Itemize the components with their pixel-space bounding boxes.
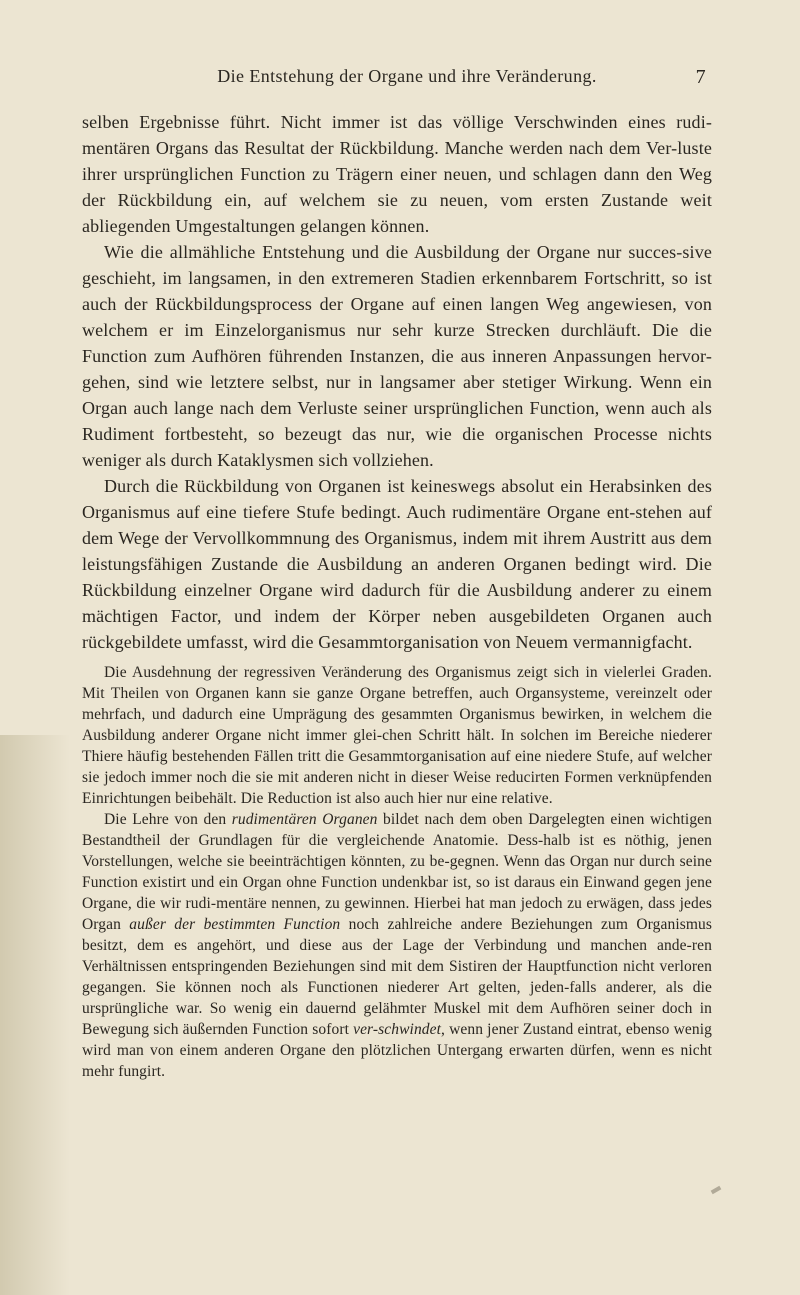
paragraph: Wie die allmähliche Entstehung und die Ausbildung der Organe nur succes-sive geschieht, im langsamen, in den extremeren Stadien erkennbarem Fortschritt, so ist auch der Rückbildungsprocess der Organe auf einen langen Weg angewiesen, von welchem er im Einzelorganismus nur sehr kurze Strecken durchläuft. Die die Function zum Aufhören führenden Instanzen, die aus inneren Anpassungen hervor-gehen, sind wie letztere selbst, nur in langsamer aber stetiger Wirkung. Wenn ein Organ auch lange nach dem Verluste seiner ursprünglichen Function, wenn auch als Rudiment fortbesteht, so bezeugt das nur, wie die organischen Processe nichts weniger als durch Kataklysmen sich vollziehen.: [82, 242, 712, 470]
text-run: noch zahlreiche andere Beziehungen zum Organismus besitzt, dem es angehört, und diese aus der Lage der Verbindung und manchen ande-ren Verhältnissen entspringenden Beziehungen sind mit dem Sistiren der Hauptfunction nicht verloren gegangen. Sie können noch als Functionen niederer Art gelten, jeden-falls anderer, als die ursprüngliche war. So wenig ein dauernd gelähmter Muskel mit dem Aufhören seiner doch in Bewegung sich äußernden Function sofort: [82, 916, 713, 1038]
main-text-block: [82, 109, 712, 655]
running-header: [108, 66, 706, 90]
text-run: bildet nach dem oben Dargelegten einen wichtigen Bestandtheil der Grundlagen für die vergleichende Anatomie. Dess-halb ist es nöthig, jenen Vorstellungen, welche sie beeinträchtigen könnten, zu be-gegnen. Wenn das Organ nur durch seine Function existirt und ein Organ ohne Function undenkbar ist, so ist daraus ein Einwand gegen jene Organe, die wir rudi-mentäre nennen, zu gewinnen. Hierbei hat man jedoch zu erwägen, dass jedes Organ: [82, 811, 712, 933]
small-paragraph: [82, 809, 712, 1082]
emphasis: ver-schwindet: [353, 1021, 442, 1038]
running-title: Die Entstehung der Organe und ihre Veränderung.: [217, 66, 597, 86]
small-paragraph: Die Ausdehnung der regressiven Veränderung des Organismus zeigt sich in vielerlei Graden. Mit Theilen von Organen kann sie ganze Organe betreffen, auch Organsysteme, vereinzelt oder mehrfach, und dadurch eine Umprägung des gesammten Organismus bewirken, in welchem die Ausbildung anderer Organe nicht immer glei-chen Schritt hält. In solchen im Bereiche niederer Thiere häufig bestehenden Fällen tritt die Gesammtorganisation auf eine niedere Stufe, auf welcher sie jedoch immer noch die sie mit anderen nicht in dieser Weise reducirten Formen verknüpfenden Einrichtungen beibehält. Die Reduction ist also auch hier nur eine relative.: [82, 664, 712, 807]
page-number: 7: [695, 66, 706, 88]
text-run: , wenn jener Zustand eintrat, ebenso wenig wird man von einem anderen Organe den plötzlichen Untergang erwarten dürfen, wenn es nicht mehr fungirt.: [82, 1021, 712, 1080]
text-run: Die Lehre von den: [104, 811, 232, 828]
emphasis: rudimentären Organen: [231, 811, 378, 828]
page-edge-shadow: [0, 735, 70, 1295]
ink-mark: [711, 1186, 722, 1194]
emphasis: außer der bestimmten Function: [129, 916, 341, 933]
small-print-block: [82, 662, 712, 1082]
paragraph: selben Ergebnisse führt. Nicht immer ist das völlige Verschwinden eines rudi-mentären Organs das Resultat der Rückbildung. Manche werden nach dem Ver-luste ihrer ursprünglichen Function zu Trägern einer neuen, und schlagen dann den Weg der Rückbildung ein, auf welchem sie zu neuen, vom ersten Zustande weit abliegenden Umgestaltungen gelangen können.: [82, 112, 712, 236]
paragraph: Durch die Rückbildung von Organen ist keineswegs absolut ein Herabsinken des Organismus auf eine tiefere Stufe bedingt. Auch rudimentäre Organe ent-stehen auf dem Wege der Vervollkommnung des Organismus, indem mit ihrem Austritt aus dem leistungsfähigen Zustande die Ausbildung an anderen Organen bedingt wird. Die Rückbildung einzelner Organe wird dadurch für die Ausbildung anderer zu einem mächtigen Factor, und indem der Körper neben ausgebildeten Organen auch rückgebildete umfasst, wird die Gesammtorganisation von Neuem vermannigfacht.: [82, 476, 712, 652]
